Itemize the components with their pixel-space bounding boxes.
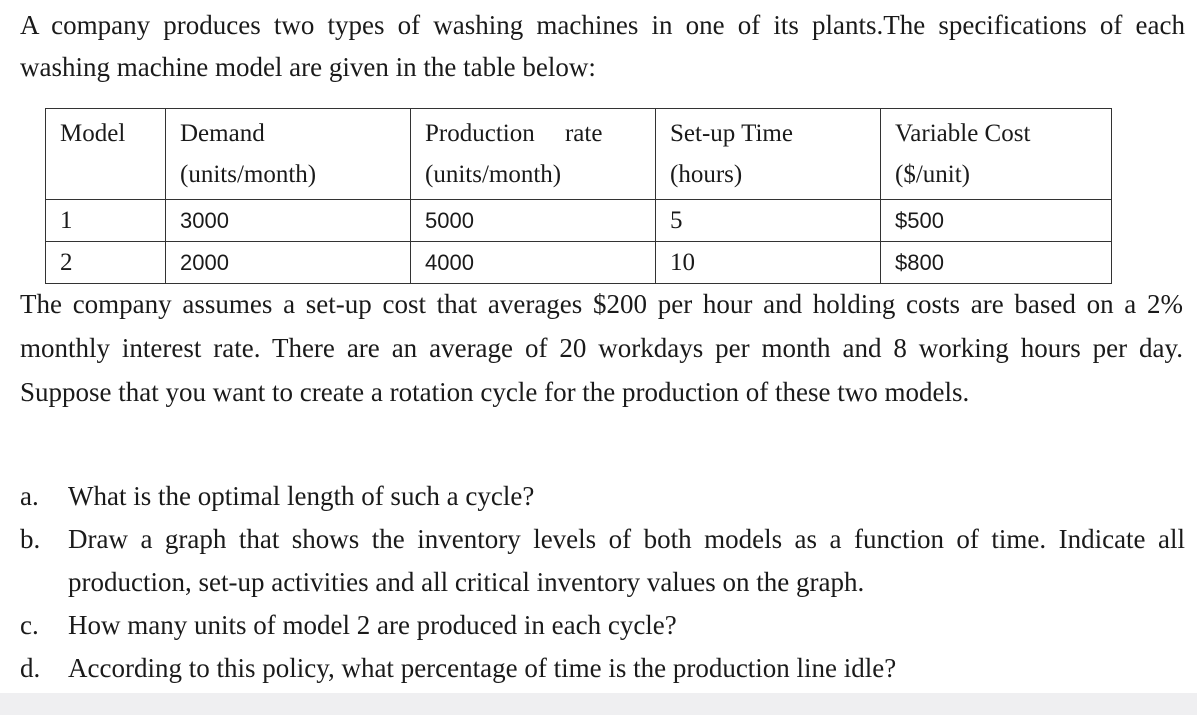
intro-text: A company produces two types of washing machines in one of its plants.The specifications of each washing machine model are given in the table below: xyxy=(20,10,1185,82)
table-cell: 4000 xyxy=(411,242,656,284)
table-cell: 5000 xyxy=(411,200,656,242)
specifications-table xyxy=(45,108,1112,284)
question-text: What is the optimal length of such a cycle? xyxy=(68,481,535,511)
bottom-divider xyxy=(0,693,1197,715)
header-variable-cost: Variable Cost ($/unit) xyxy=(881,109,1112,200)
table-cell: 10 xyxy=(656,242,881,284)
question-text: Draw a graph that shows the inventory levels of both models as a function of time. Indicate all production, set-up activities and all critical inventory values on the graph. xyxy=(68,524,1185,597)
question-marker: c. xyxy=(20,610,39,640)
table-cell: 5 xyxy=(656,200,881,242)
header-setup-time: Set-up Time (hours) xyxy=(656,109,881,200)
table-cell: 3000 xyxy=(166,200,411,242)
table-cell: $500 xyxy=(881,200,1112,242)
question-marker: a. xyxy=(20,481,39,511)
problem-paragraph: The company assumes a set-up cost that averages $200 per hour and holding costs are based on a 2% monthly interest rate. There are an average of 20 workdays per month and 8 working hours per day. Suppose that you want to create a rotation cycle for the production of these two models. xyxy=(20,289,1183,407)
table-cell: 2000 xyxy=(166,242,411,284)
table-row xyxy=(46,242,1112,284)
list-item xyxy=(20,647,1185,690)
question-text: According to this policy, what percentage of time is the production line idle? xyxy=(68,653,897,683)
question-marker: b. xyxy=(20,524,41,554)
table-header-row xyxy=(46,109,1112,200)
table-cell: 1 xyxy=(46,200,166,242)
list-item xyxy=(20,604,1185,647)
table-row xyxy=(46,200,1112,242)
table-cell: $800 xyxy=(881,242,1112,284)
header-production-rate: Production rate (units/month) xyxy=(411,109,656,200)
list-item xyxy=(20,475,1185,518)
question-marker: d. xyxy=(20,653,41,683)
header-demand: Demand (units/month) xyxy=(166,109,411,200)
question-text: How many units of model 2 are produced in each cycle? xyxy=(68,610,677,640)
question-list xyxy=(20,475,1185,690)
list-item xyxy=(20,518,1185,604)
header-model: Model xyxy=(46,109,166,200)
table-cell: 2 xyxy=(46,242,166,284)
